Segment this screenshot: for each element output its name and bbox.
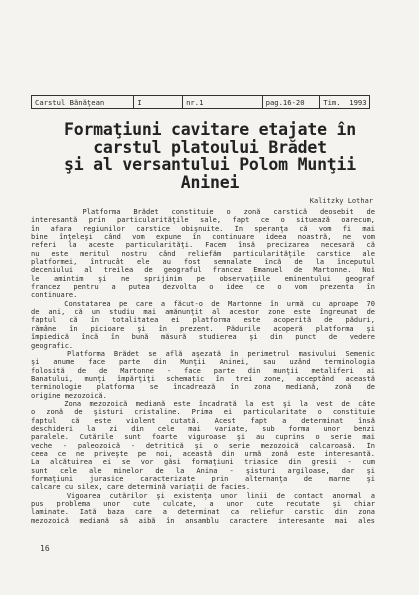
text-line: de ani, că un studiu mai amănunţit al acestor zone este îngreunat de: [31, 308, 375, 317]
text-line: laminate. Iată baza care a determinat ca reliefur carstic din zona: [31, 508, 375, 517]
text-line: ceea ce ne priveşte pe noi, această din urmă zonă este interesantă.: [31, 449, 375, 458]
text-line: terminologie platforma se încadrează în zona mediană, zonă de: [31, 383, 375, 392]
text-line: calcare cu silex, care determină variaţii de facies.: [31, 483, 251, 492]
text-line: interesantă prin particularităţile sale, fapt ce o situează oarecum,: [31, 216, 375, 225]
title-line: Aninei: [180, 172, 240, 192]
text-line: sunt cele ale minelor de la Anina - şisturi argiloase, dar şi: [31, 466, 375, 475]
text-line: în afara regiunilor carstice obişnuite. În speranţa că vom fi mai: [31, 224, 375, 233]
page-number: 16: [40, 544, 50, 553]
title-line: Formaţiuni cavitare etajate în: [63, 120, 356, 139]
text-line: francez pentru a putea dezvolta o idee ce o vom prezenta în: [31, 283, 375, 292]
text-line: geografic.: [31, 341, 74, 350]
text-line: Platforma Brădet se află aşezată în perimetrul masivului Semenic: [31, 349, 375, 358]
text-line: formaţiuni jurasice caracterizate prin alternanţa de marne şi: [31, 475, 375, 483]
text-line: Platforma Brădet constituie o zonă carstică deosebit de: [31, 208, 375, 216]
article-body: [31, 208, 375, 525]
journal-header-table: [31, 95, 370, 109]
text-line: bine înţeleşi când vom expune în continuare ideea noastră, ne vom: [31, 233, 375, 242]
volume: I: [134, 96, 183, 108]
text-line: continuare.: [31, 291, 78, 300]
year: 1993: [349, 98, 367, 107]
text-line: împiedică încă în bună măsură studierea şi din punct de vedere: [31, 333, 375, 342]
text-line: o zonă de şisturi cristaline. Prima ei particularitate o constituie: [31, 408, 375, 417]
text-line: platformei, întrucât ele au fost semnalate încă de la începutul: [31, 258, 375, 267]
page-range: pag.16-20: [263, 96, 321, 108]
article-title: [40, 121, 380, 191]
title-line: şi al versantului Polom Munţii: [63, 155, 356, 174]
text-line: şi anume face parte din Munţii Aninei, sau uzând terminologia: [31, 358, 375, 367]
text-line: faptul că este violent cutată. Acest fapt a determinat însă: [31, 416, 375, 425]
text-line: folosită de de Martonne - face parte din munţii metaliferi ai: [31, 366, 375, 375]
text-line: pus problema unor cute culcate, a unor cute recutate şi chiar: [31, 500, 375, 509]
text-line: Constatarea pe care a făcut-o de Martonne în urmă cu aproape 70: [31, 299, 375, 308]
text-line: referi la aceste particularităţi. Facem însă precizarea necesară că: [31, 241, 375, 250]
text-line: La alcătuirea ei se vor găsi formaţiuni triasice din gresii - cum: [31, 458, 375, 467]
author-name: Kalitzky Lothar: [309, 197, 373, 205]
text-line: mezozoică mediană să aibă în ansamblu caractere interesante mai ales: [31, 516, 375, 525]
journal-name: Carstul Bănăţean: [32, 96, 134, 108]
text-line: Zona mezozoică mediană este încadrată la est şi la vest de câte: [31, 399, 375, 408]
title-line: carstul platoului Brădet: [93, 137, 327, 157]
issue-number: nr.1: [183, 96, 263, 108]
period-year: [320, 96, 369, 108]
text-line: nu este meritul nostru când reliefăm particularităţile carstice ale: [31, 249, 375, 258]
text-line: deceniului al treilea de geograful francez Emanuel de Martonne. Noi: [31, 266, 375, 275]
text-line: deschideri la zi din cele mai variate, sub forma unor benzi: [31, 424, 375, 433]
text-line: faptul că în totalitatea ei platforma este acoperită de păduri,: [31, 316, 375, 325]
text-line: veche - paleozoică - detritică şi o serie mezozoică calcaroasă. În: [31, 441, 375, 450]
text-line: origine mezozoică.: [31, 391, 107, 400]
text-line: paralele. Cutările sunt foarte viguroase şi au cuprins o serie mai: [31, 433, 375, 442]
period: Tim.: [323, 98, 341, 107]
text-line: Banatului, munţi împărţiţi schematic în trei zone, acceptând această: [31, 374, 375, 383]
text-line: le amintim şi ne sprijinim pe observaţiile eminentului geograf: [31, 274, 375, 283]
text-line: Vigoarea cutărilor şi existenţa unor linii de contact anormal a: [31, 491, 375, 500]
text-line: rămâne în picioare şi în prezent. Pădurile acoperă platforma şi: [31, 324, 375, 333]
